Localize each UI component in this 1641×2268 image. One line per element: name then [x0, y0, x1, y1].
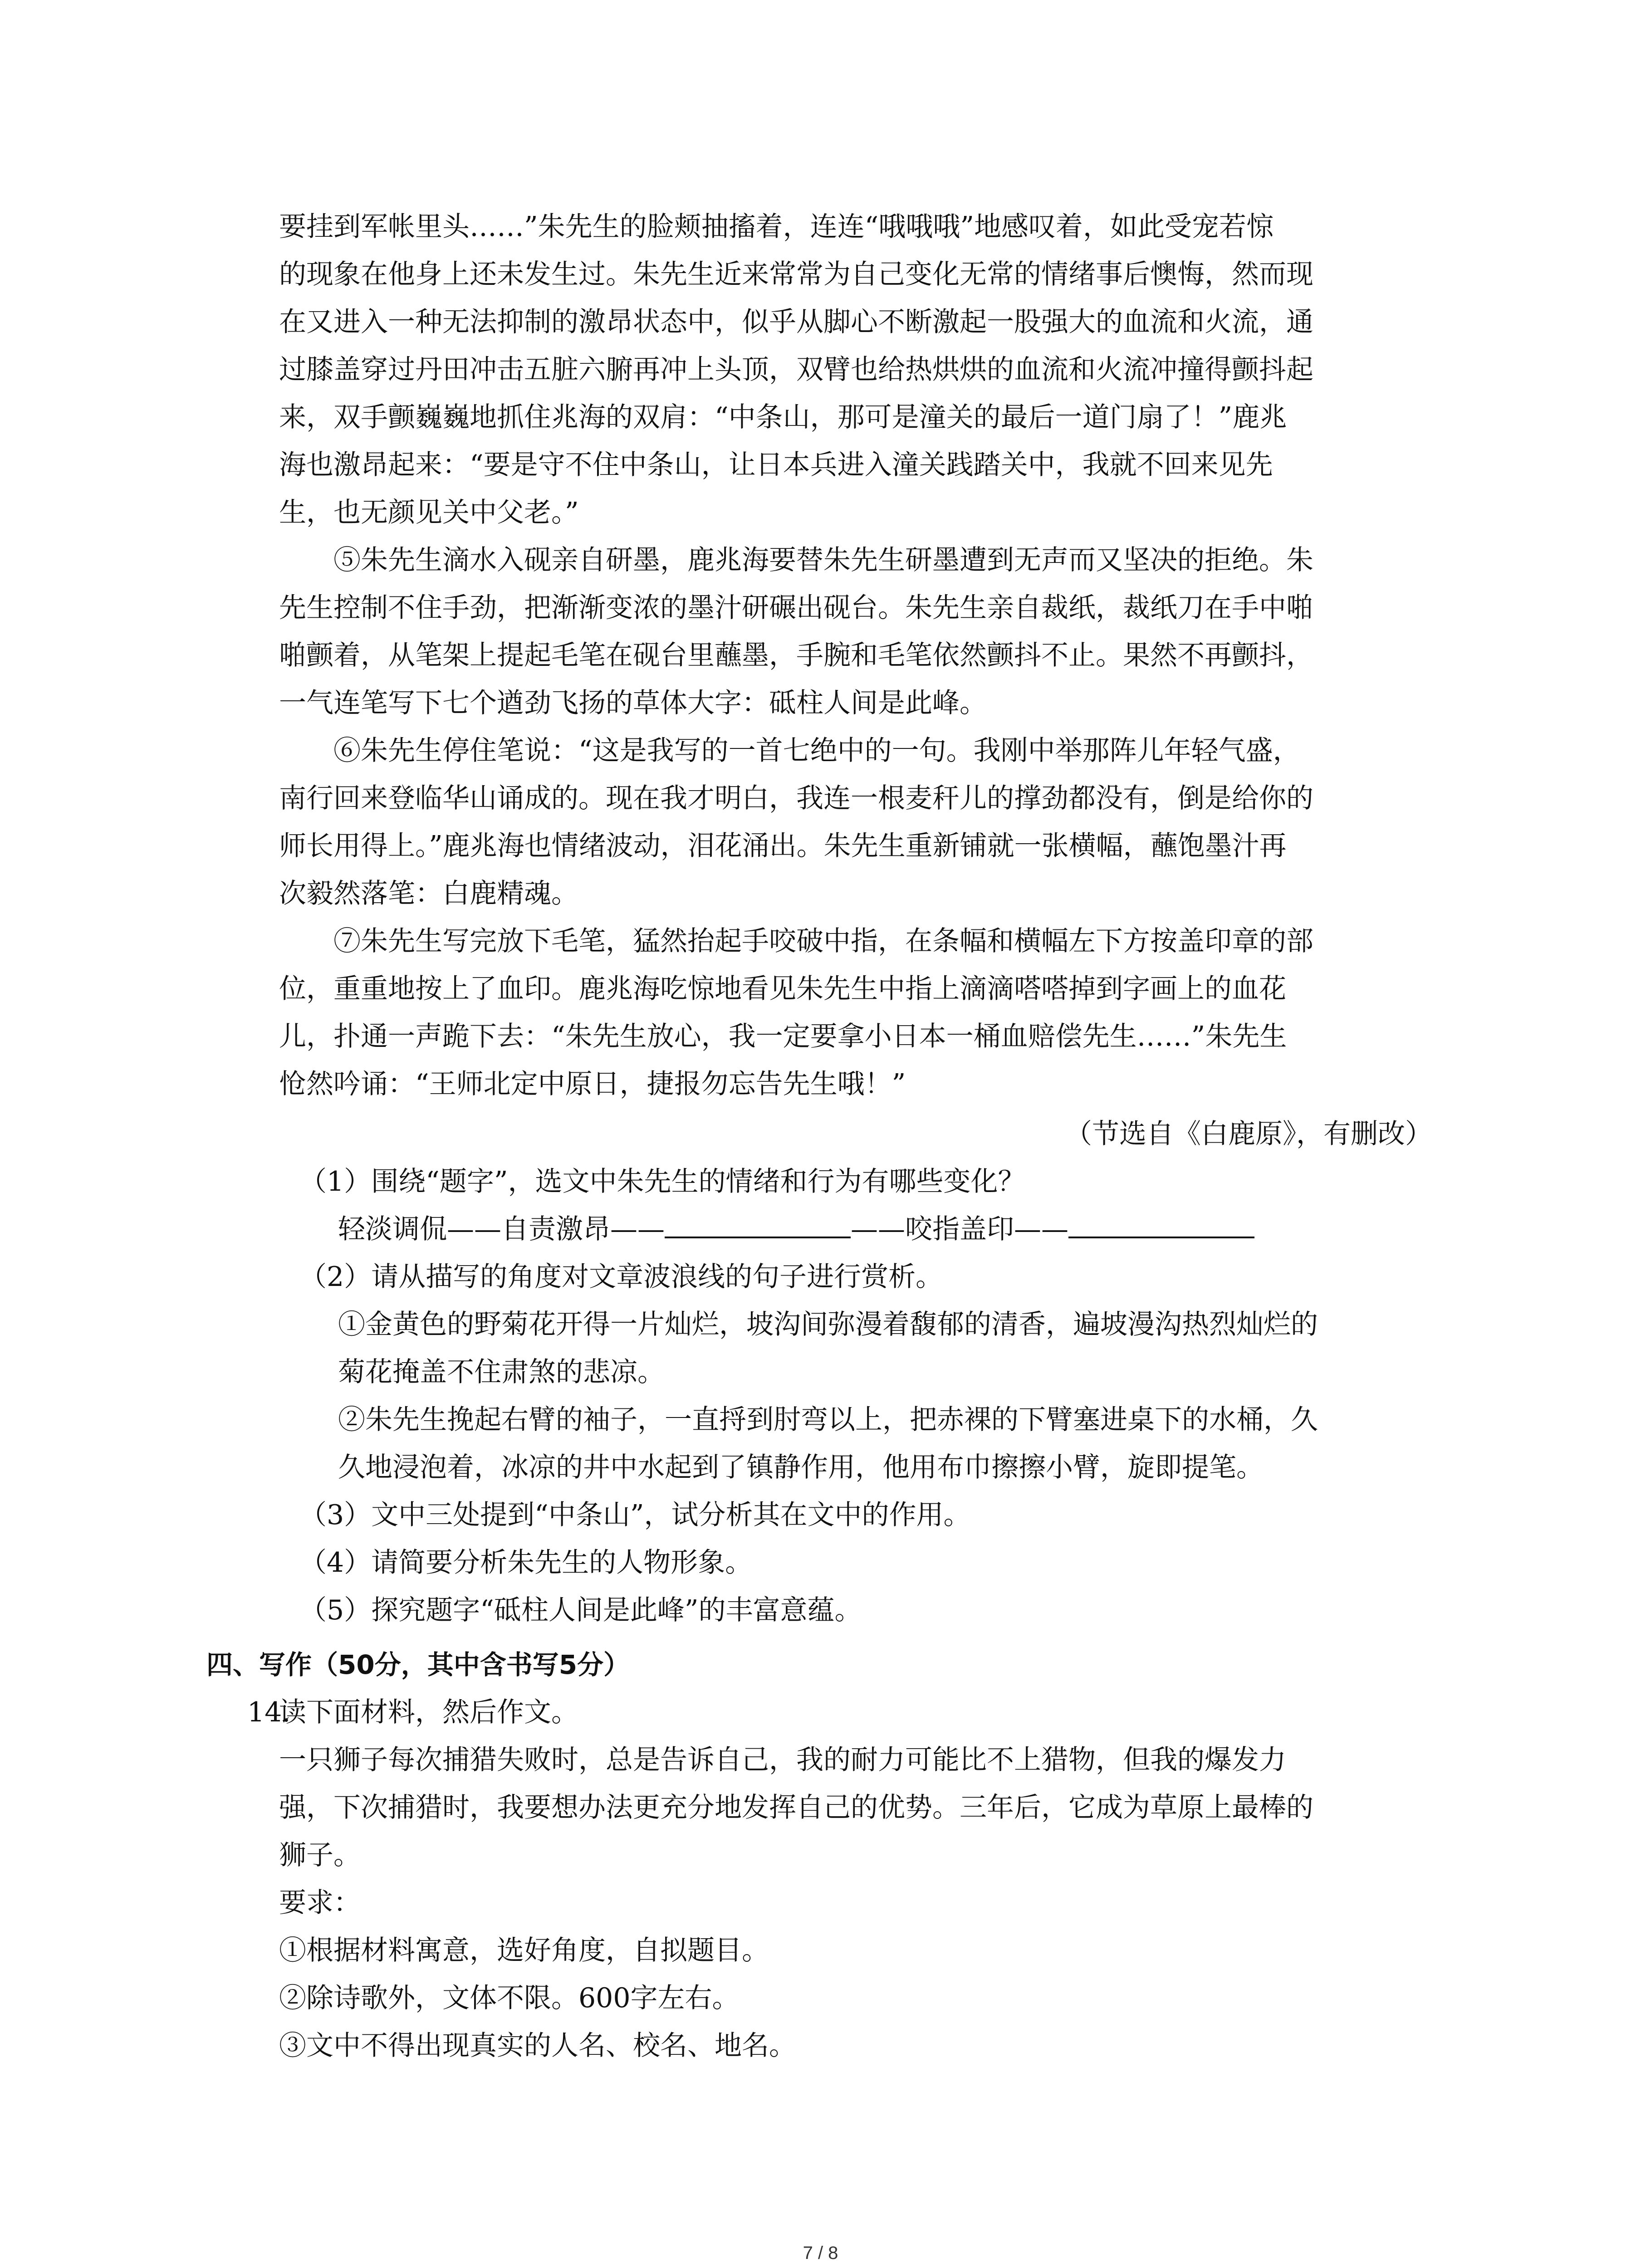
- requirement-item: ①根据材料寓意，选好角度，自拟题目。: [279, 1935, 769, 1966]
- section-heading: 四、写作（50分，其中含书写5分）: [206, 1649, 630, 1680]
- question-1: （1）围绕“题字”，选文中朱先生的情绪和行为有哪些变化？: [299, 1166, 1025, 1198]
- question-5: （5）探究题字“砥柱人间是此峰”的丰富意蕴。: [299, 1594, 862, 1626]
- answer-blank[interactable]: [1068, 1209, 1254, 1238]
- material-line: 强，下次捕猎时，我要想办法更充分地发挥自己的优势。三年后，它成为草原上最棒的: [279, 1792, 1313, 1823]
- requirement-item: ②除诗歌外，文体不限。600字左右。: [279, 1982, 740, 2014]
- passage-line: 过膝盖穿过丹田冲击五脏六腑再冲上头顶，双臂也给热烘烘的血流和火流冲撞得颤抖起: [279, 354, 1313, 386]
- question-2-item-line: 久地浸泡着，冰凉的井中水起到了镇静作用，他用布巾擦擦小臂，旋即提笔。: [338, 1452, 1264, 1483]
- source-citation: （节选自《白鹿原》，有删改）: [1065, 1118, 1432, 1150]
- fill-middle: ——咬指盖印——: [851, 1213, 1068, 1245]
- paragraph-7-line: 儿，扑通一声跪下去：“朱先生放心，我一定要拿小日本一桶血赔偿先生……”朱先生: [279, 1021, 1287, 1052]
- page-number: 7 / 8: [803, 2243, 838, 2263]
- paragraph-6-line: 师长用得上。”鹿兆海也情绪波动，泪花涌出。朱先生重新铺就一张横幅，蘸饱墨汁再: [279, 830, 1287, 862]
- question-2: （2）请从描写的角度对文章波浪线的句子进行赏析。: [299, 1261, 943, 1293]
- question-3: （3）文中三处提到“中条山”，试分析其在文中的作用。: [299, 1499, 971, 1531]
- requirement-item: ③文中不得出现真实的人名、校名、地名。: [279, 2030, 796, 2062]
- question-2-item-line: 菊花掩盖不住肃煞的悲凉。: [338, 1356, 665, 1388]
- paragraph-5-line: 一气连笔写下七个遒劲飞扬的草体大字：砥柱人间是此峰。: [279, 687, 987, 719]
- passage-line: 生，也无颜见关中父老。”: [279, 497, 579, 528]
- passage-line: 在又进入一种无法抑制的激昂状态中，似乎从脚心不断激起一股强大的血流和火流，通: [279, 306, 1313, 338]
- question-2-item-line: ②朱先生挽起右臂的袖子，一直捋到肘弯以上，把赤裸的下臂塞进桌下的水桶，久: [338, 1404, 1318, 1436]
- paragraph-6-line: 南行回来登临华山诵成的。现在我才明白，我连一根麦秆儿的撑劲都没有，倒是给你的: [279, 782, 1313, 814]
- answer-blank[interactable]: [665, 1209, 851, 1238]
- fill-prefix: 轻淡调侃——自责激昂——: [338, 1213, 665, 1245]
- paragraph-7-line: 位，重重地按上了血印。鹿兆海吃惊地看见朱先生中指上滴滴嗒嗒掉到字画上的血花: [279, 973, 1286, 1005]
- passage-line: 来，双手颤巍巍地抓住兆海的双肩：“中条山，那可是潼关的最后一道门扇了！”鹿兆: [279, 401, 1287, 433]
- question-14-number: 14.: [247, 1696, 291, 1728]
- paragraph-5-line: 啪颤着，从笔架上提起毛笔在砚台里蘸墨，手腕和毛笔依然颤抖不止。果然不再颤抖，: [279, 640, 1313, 671]
- passage-line: 的现象在他身上还未发生过。朱先生近来常常为自己变化无常的情绪事后懊悔，然而现: [279, 259, 1313, 290]
- question-1-fill-in: [338, 1209, 1499, 1250]
- question-2-item-line: ①金黄色的野菊花开得一片灿烂，坡沟间弥漫着馥郁的清香，遍坡漫沟热烈灿烂的: [338, 1309, 1318, 1340]
- paragraph-5-line: ⑤朱先生滴水入砚亲自研墨，鹿兆海要替朱先生研墨遭到无声而又坚决的拒绝。朱: [333, 544, 1313, 576]
- question-14-prompt: 读下面材料，然后作文。: [279, 1696, 578, 1728]
- requirements-label: 要求：: [279, 1887, 361, 1919]
- passage-line: 要挂到军帐里头……”朱先生的脸颊抽搐着，连连“哦哦哦”地感叹着，如此受宠若惊: [279, 211, 1274, 243]
- paragraph-7-line: 怆然吟诵：“王师北定中原日，捷报勿忘告先生哦！”: [279, 1068, 906, 1100]
- paragraph-6-line: ⑥朱先生停住笔说：“这是我写的一首七绝中的一句。我刚中举那阵儿年轻气盛，: [333, 735, 1300, 767]
- material-line: 狮子。: [279, 1839, 361, 1871]
- paragraph-6-line: 次毅然落笔：白鹿精魂。: [279, 878, 578, 909]
- question-4: （4）请简要分析朱先生的人物形象。: [299, 1547, 753, 1579]
- passage-line: 海也激昂起来：“要是守不住中条山，让日本兵进入潼关践踏关中，我就不回来见先: [279, 449, 1273, 481]
- paragraph-7-line: ⑦朱先生写完放下毛笔，猛然抬起手咬破中指，在条幅和横幅左下方按盖印章的部: [333, 925, 1313, 957]
- material-line: 一只狮子每次捕猎失败时，总是告诉自己，我的耐力可能比不上猎物，但我的爆发力: [279, 1744, 1286, 1776]
- paragraph-5-line: 先生控制不住手劲，把渐渐变浓的墨汁研碾出砚台。朱先生亲自裁纸，裁纸刀在手中啪: [279, 592, 1313, 624]
